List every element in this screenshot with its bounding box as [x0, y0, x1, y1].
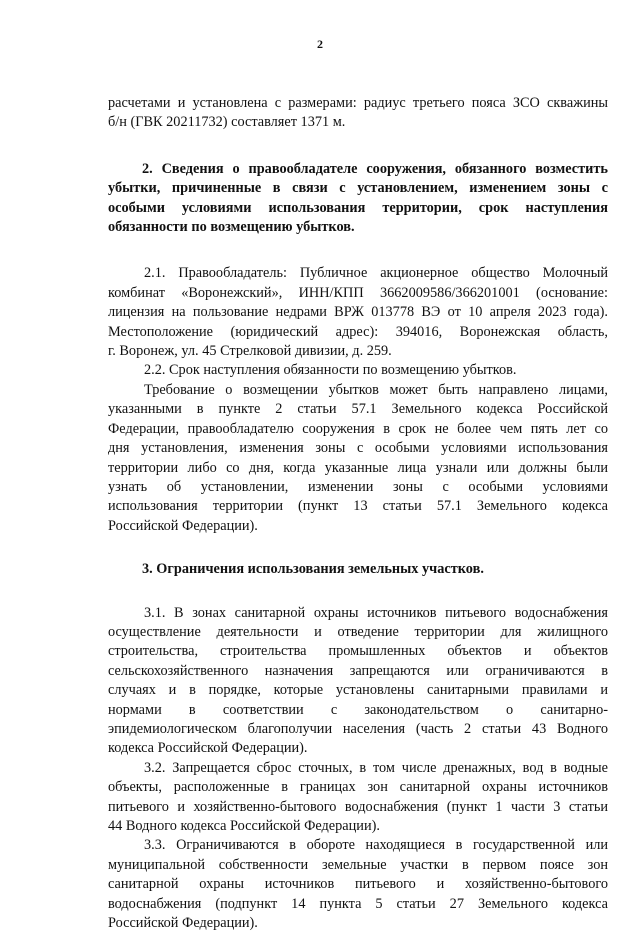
text-line: 44 Водного кодекса Российской Федерации). [108, 818, 380, 834]
text-line: 2.1. Правообладатель: Публичное акционерное общество Молочный [144, 265, 608, 282]
text-line: использования территории (пункт 13 статьи 57.1 Земельного кодекса [108, 498, 608, 515]
text-line: г. Воронеж, ул. 45 Стрелковой дивизии, д. 259. [108, 343, 392, 360]
text-line: Российской Федерации). [108, 517, 258, 534]
text-line: дня установления, изменения зоны с особыми условиями использования [108, 440, 608, 457]
heading-line: обязанности по возмещению убытков. [108, 219, 355, 236]
text-line: эпидемиологическом благополучии населения (часть 2 статьи 43 Водного [108, 720, 608, 737]
text-line: муниципальной собственности земельные участки в первом поясе зон [108, 856, 608, 873]
text-line: 2.2. Срок наступления обязанности по возмещению убытков. [144, 362, 517, 379]
paragraph-2-2 [108, 361, 608, 380]
text-line: питьевого и хозяйственно-бытового водоснабжения (пункт 1 части 3 статьи [108, 798, 608, 815]
text-line: случаях и в порядке, которые установлены санитарными правилами и [108, 682, 608, 699]
paragraph-2-1 [108, 264, 608, 361]
text-line: Федерации, правообладателю сооружения в срок не более чем пять лет со [108, 420, 608, 437]
paragraph-2-2-body [108, 381, 608, 536]
paragraph-3-3 [108, 836, 608, 933]
heading-line: особыми условиями использования территории, срок наступления [108, 199, 608, 216]
text-line: 3.3. Ограничиваются в обороте находящиеся в государственной или [144, 837, 608, 854]
text-line: нормами в соответствии с законодательством о санитарно- [108, 701, 608, 718]
document-body [108, 94, 608, 933]
text-line: кодекса Российской Федерации). [108, 740, 308, 757]
text-line: узнать об установлении, изменении зоны с особыми условиями [108, 478, 608, 495]
text-line: водоснабжения (подпункт 14 пункта 5 статьи 27 Земельного кодекса [108, 895, 608, 912]
text-line: 3.2. Запрещается сброс сточных, в том числе дренажных, вод в водные [144, 759, 608, 776]
text-line: б/н (ГВК 20211732) составляет 1371 м. [108, 114, 346, 131]
heading-line: 2. Сведения о правообладателе сооружения, обязанного возместить [142, 160, 608, 177]
text-line: сельскохозяйственного назначения запрещаются или ограничиваются в [108, 662, 608, 679]
text-line: указанными в пункте 2 статьи 57.1 Земельного кодекса Российской [108, 401, 608, 418]
heading-line: убытки, причиненные в связи с установлением, изменением зоны с [108, 180, 608, 197]
text-line: Требование о возмещении убытков может быть направлено лицами, [144, 381, 608, 398]
paragraph-3-2 [108, 759, 608, 837]
section-2-heading [108, 160, 608, 238]
text-line: осуществление деятельности и отведение территории для жилищного [108, 623, 608, 640]
heading-line: 3. Ограничения использования земельных участков. [142, 561, 484, 578]
text-line: объекты, расположенные в границах зон санитарной охраны источников [108, 779, 608, 796]
text-line: строительства, строительства промышленных объектов и объектов [108, 643, 608, 660]
text-line: расчетами и установлена с размерами: радиус третьего пояса ЗСО скважины [108, 95, 608, 111]
text-line: комбинат «Воронежский», ИНН/КПП 3662009586/366201001 (основание: [108, 284, 608, 301]
text-line: санитарной охраны источников питьевого и хозяйственно-бытового [108, 876, 608, 893]
text-line: 3.1. В зонах санитарной охраны источников питьевого водоснабжения [144, 604, 608, 621]
paragraph-3-1 [108, 604, 608, 759]
intro-paragraph [108, 94, 608, 133]
text-line: Местоположение (юридический адрес): 394016, Воронежская область, [108, 323, 608, 340]
text-line: территории либо со дня, когда указанные лица узнали или должны были [108, 459, 608, 476]
text-line: лицензия на пользование недрами ВРЖ 013778 ВЭ от 10 апреля 2023 года). [108, 304, 608, 321]
text-line: Российской Федерации). [108, 915, 258, 932]
page-number: 2 [317, 37, 323, 51]
section-3-heading [108, 560, 608, 579]
